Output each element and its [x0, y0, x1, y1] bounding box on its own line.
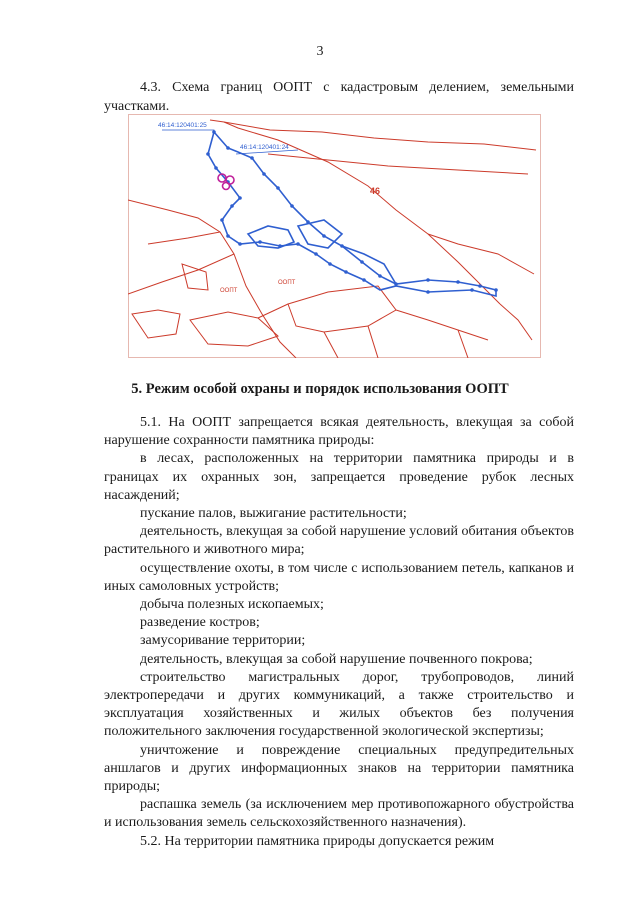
label-region: 46 [370, 186, 381, 196]
paragraph-hunting: осуществление охоты, в том числе с использованием петель, капканов и иных самоловных устройств; [104, 560, 574, 594]
paragraph-construction: строительство магистральных дорог, трубопроводов, линий электропередачи и других коммуникаций, а также строительство и эксплуатация хозяйственных и жилых объектов без получения положительного заключения государственной экологической экспертизы; [104, 669, 574, 740]
section-5-title: 5. Режим особой охраны и порядок использования ООПТ [131, 381, 509, 397]
paragraph-littering: замусоривание территории; [140, 633, 306, 649]
paragraph-mining: добыча полезных ископаемых; [140, 597, 324, 613]
section-4-3-heading: 4.3. Схема границ ООПТ с кадастровым делением, земельными участками. [104, 80, 574, 114]
page-number: 3 [316, 44, 324, 59]
label-parcel-25: 46:14:120401:25 [158, 122, 207, 129]
paragraph-plowing: распашка земель (за исключением мер противопожарного обустройства и использования земель сельскохозяйственного назначения). [104, 797, 574, 831]
label-small-left: ООПТ [220, 288, 238, 294]
paragraph-5-2: 5.2. На территории памятника природы допускается режим [140, 833, 495, 849]
paragraph-habitat: деятельность, влекущая за собой нарушение условий обитания объектов растительного и животного мира; [104, 524, 574, 558]
label-parcel-24: 46:14:120401:24 [240, 144, 289, 151]
cadastral-boundary-map [128, 114, 541, 358]
paragraph-5-1: 5.1. На ООПТ запрещается всякая деятельность, влекущая за собой нарушение сохранности памятника природы: [104, 415, 574, 449]
label-small-mid: ООПТ [278, 280, 296, 286]
section-5-body [104, 414, 574, 851]
paragraph-forests: в лесах, расположенных на территории памятника природы и в границах их охранных зон, запрещается проведение рубок лесных насаждений; [104, 451, 574, 503]
paragraph-fires: пускание палов, выжигание растительности; [140, 506, 407, 522]
paragraph-signs: уничтожение и повреждение специальных предупредительных аншлагов и других информационных знаков на территории памятника природы; [104, 742, 574, 795]
paragraph-campfires: разведение костров; [140, 615, 260, 631]
paragraph-soil: деятельность, влекущая за собой нарушение почвенного покрова; [140, 651, 533, 667]
